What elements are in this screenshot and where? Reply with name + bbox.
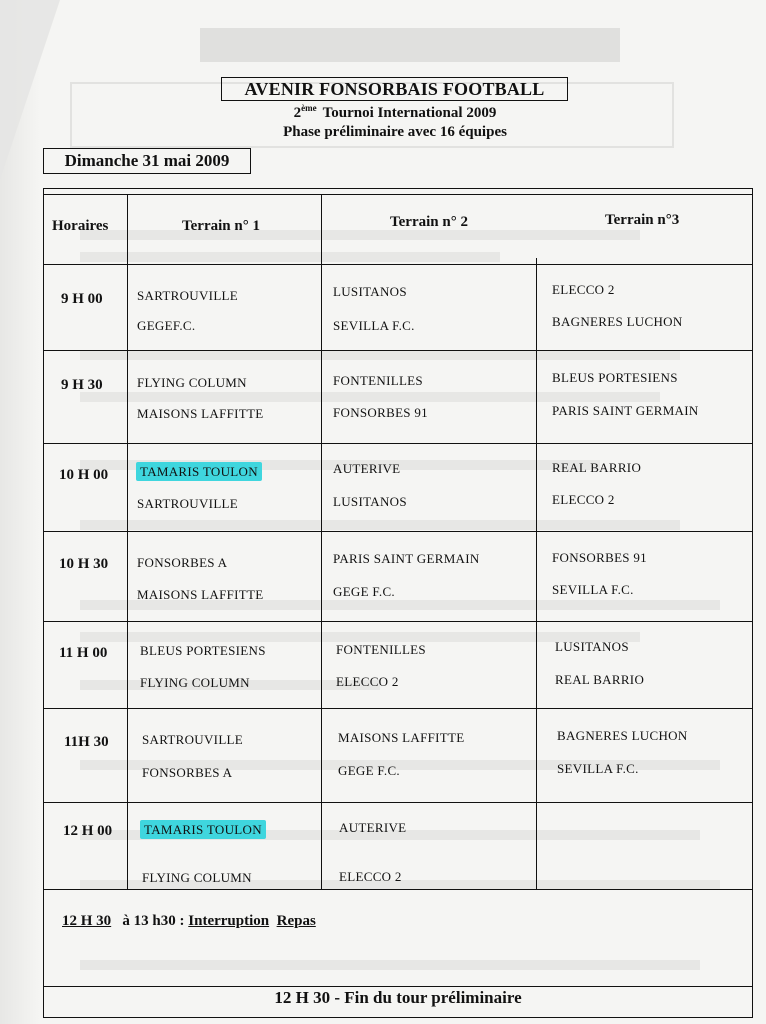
tournament-name: Tournoi International 2009 [322,105,497,121]
row-time: 9 H 30 [61,377,103,393]
edition-suffix: ème [301,103,317,113]
team-name: BLEUS PORTESIENS [140,643,266,658]
team-name: FLYING COLUMN [140,675,250,690]
team-name: GEGE F.C. [333,584,395,599]
row-divider [43,443,753,444]
row-time: 12 H 00 [63,823,113,839]
row-divider [43,889,753,890]
team-name: FONTENILLES [333,373,423,388]
team-name: LUSITANOS [555,639,629,654]
team-name: SARTROUVILLE [137,496,239,511]
end-of-phase: 12 H 30 - Fin du tour préliminaire [274,988,522,1007]
team-name: LUSITANOS [333,284,407,299]
row-divider [43,350,753,351]
team-name: AUTERIVE [333,461,401,476]
row-divider [43,621,753,622]
team-name: MAISONS LAFFITTE [338,730,465,745]
event-date: Dimanche 31 mai 2009 [43,148,251,174]
team-name: FONSORBES 91 [333,405,428,420]
team-name: PARIS SAINT GERMAIN [333,551,480,566]
tournament-subtitle [220,103,570,122]
footer-divider [43,986,753,987]
break-start: 12 H 30 [62,913,112,929]
team-name: FONSORBES A [137,555,228,570]
team-name: SARTROUVILLE [142,732,244,747]
row-divider [43,531,753,532]
row-time: 9 H 00 [61,291,103,307]
team-name: SEVILLA F.C. [557,761,639,776]
row-divider [43,708,753,709]
team-name: GEGEF.C. [137,318,196,333]
col-divider-1 [127,194,128,890]
header-horaires: Horaires [52,218,109,234]
phase-description: Phase préliminaire avec 16 équipes [283,124,507,140]
team-name: ELECCO 2 [552,492,615,507]
team-name: LUSITANOS [333,494,407,509]
header-terrain-2: Terrain n° 2 [390,214,468,230]
header-divider [43,264,753,265]
team-name: REAL BARRIO [555,672,645,687]
row-time: 11 H 00 [59,645,108,661]
team-name: AUTERIVE [339,820,407,835]
team-name: FONSORBES 91 [552,550,647,565]
edition-number: 2 [293,105,302,121]
row-time: 10 H 30 [59,556,109,572]
team-name: SEVILLA F.C. [552,582,634,597]
row-divider [43,802,753,803]
club-title: AVENIR FONSORBAIS FOOTBALL [221,77,568,101]
break-label: Interruption [188,913,270,929]
team-name: FLYING COLUMN [142,870,252,885]
break-range: à 13 h30 : [122,913,185,929]
team-name: MAISONS LAFFITTE [137,587,264,602]
team-name: REAL BARRIO [552,460,642,475]
team-name: ELECCO 2 [336,674,399,689]
table-double-border [43,194,753,195]
col-divider-3 [536,258,537,890]
highlighter-mark: TAMARIS TOULON [140,820,266,839]
team-name: FONTENILLES [336,642,426,657]
schedule-table [43,188,753,1018]
team-name: ELECCO 2 [339,869,402,884]
row-time: 11H 30 [64,734,109,750]
team-name: BLEUS PORTESIENS [552,370,678,385]
team-name: SARTROUVILLE [137,288,239,303]
team-name: MAISONS LAFFITTE [137,406,264,421]
team-name-highlighted [144,822,266,838]
team-name: FLYING COLUMN [137,375,247,390]
highlighter-mark: TAMARIS TOULON [136,462,262,481]
col-divider-2 [321,194,322,890]
team-name: BAGNERES LUCHON [557,728,688,743]
team-name: PARIS SAINT GERMAIN [552,403,699,418]
team-name: FONSORBES A [142,765,233,780]
row-time: 10 H 00 [59,467,109,483]
header-terrain-1: Terrain n° 1 [182,218,260,234]
team-name: SEVILLA F.C. [333,318,415,333]
team-name: ELECCO 2 [552,282,615,297]
team-name-highlighted [140,464,262,480]
break-meal: Repas [276,913,316,929]
lunch-break-note [62,913,316,930]
team-name: BAGNERES LUCHON [552,314,683,329]
header-terrain-3: Terrain n°3 [605,212,680,228]
team-name: GEGE F.C. [338,763,400,778]
